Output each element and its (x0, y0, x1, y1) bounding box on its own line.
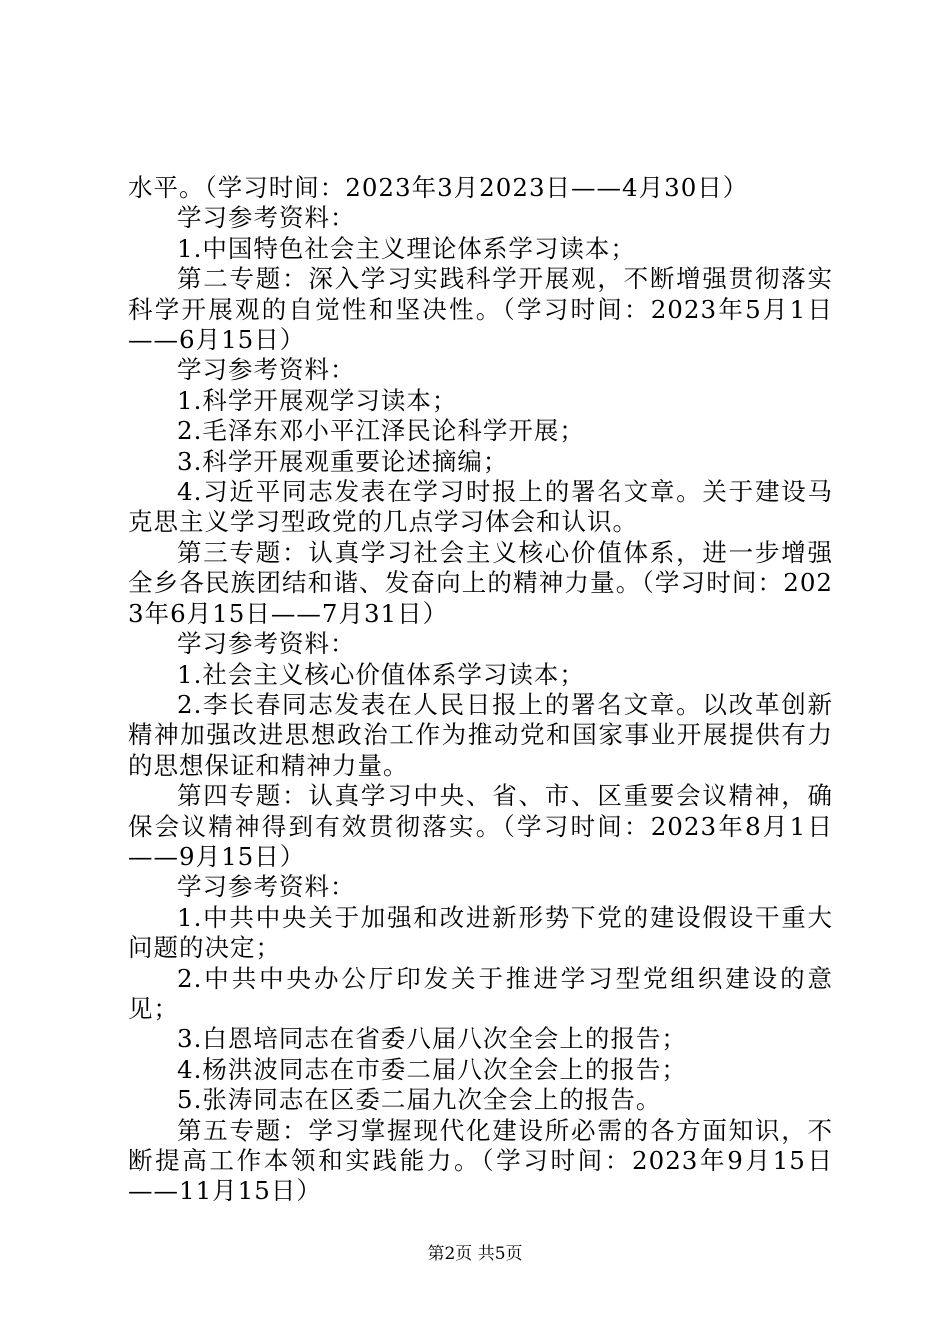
page-number-label: 第2页 共5页 (427, 1244, 523, 1264)
paragraph-reference-item: 3.白恩培同志在省委八届八次全会上的报告； (177, 1024, 687, 1054)
paragraph-topic-3: 第三专题：认真学习社会主义核心价值体系，进一步增强全乡各民族团结和谐、发奋向上的精神力量。（学习时间：2023年6月15日——7月31日） (128, 537, 833, 628)
paragraph-reference-item: 1.科学开展观学习读本； (177, 385, 458, 415)
page-footer (0, 1243, 950, 1265)
paragraph-reference-item: 1.中国特色社会主义理论体系学习读本； (177, 233, 636, 263)
paragraph-reference-heading: 学习参考资料： (177, 872, 356, 902)
paragraph-reference-item: 1.中共中央关于加强和改进新形势下党的建设假设干重大问题的决定； (128, 902, 833, 963)
paragraph-topic-4: 第四专题：认真学习中央、省、市、区重要会议精神，确保会议精神得到有效贯彻落实。（学习时间：2023年8月1日——9月15日） (128, 781, 833, 871)
paragraph-reference-item: 2.李长春同志发表在人民日报上的署名文章。以改革创新精神加强改进思想政治工作为推动党和国家事业开展提供有力的思想保证和精神力量。 (128, 689, 833, 780)
paragraph-topic-5: 第五专题：学习掌握现代化建设所必需的各方面知识，不断提高工作本领和实践能力。（学习时间：2023年9月15日——11月15日） (128, 1115, 833, 1206)
paragraph-reference-item: 4.习近平同志发表在学习时报上的署名文章。关于建设马克思主义学习型政党的几点学习体会和认识。 (128, 477, 833, 537)
paragraph-reference-heading: 学习参考资料： (177, 355, 356, 385)
paragraph-reference-item: 2.毛泽东邓小平江泽民论科学开展； (177, 416, 585, 446)
paragraph-reference-item: 1.社会主义核心价值体系学习读本； (177, 659, 585, 689)
paragraph-reference-heading: 学习参考资料： (177, 629, 356, 659)
paragraph-reference-item: 2.中共中央办公厅印发关于推进学习型党组织建设的意见； (128, 963, 833, 1023)
paragraph-topic-2: 第二专题：深入学习实践科学开展观，不断增强贯彻落实科学开展观的自觉性和坚决性。（学习时间：2023年5月1日——6月15日） (128, 264, 833, 355)
paragraph-reference-item: 3.科学开展观重要论述摘编； (177, 446, 509, 476)
paragraph-reference-heading: 学习参考资料： (177, 203, 356, 233)
paragraph-continuation: 水平。（学习时间：2023年3月2023日——4月30日） (128, 173, 749, 202)
document-body (128, 173, 833, 1207)
paragraph-reference-item: 5.张涛同志在区委二届九次全会上的报告。 (177, 1085, 662, 1115)
paragraph-reference-item: 4.杨洪波同志在市委二届八次全会上的报告； (177, 1054, 687, 1084)
